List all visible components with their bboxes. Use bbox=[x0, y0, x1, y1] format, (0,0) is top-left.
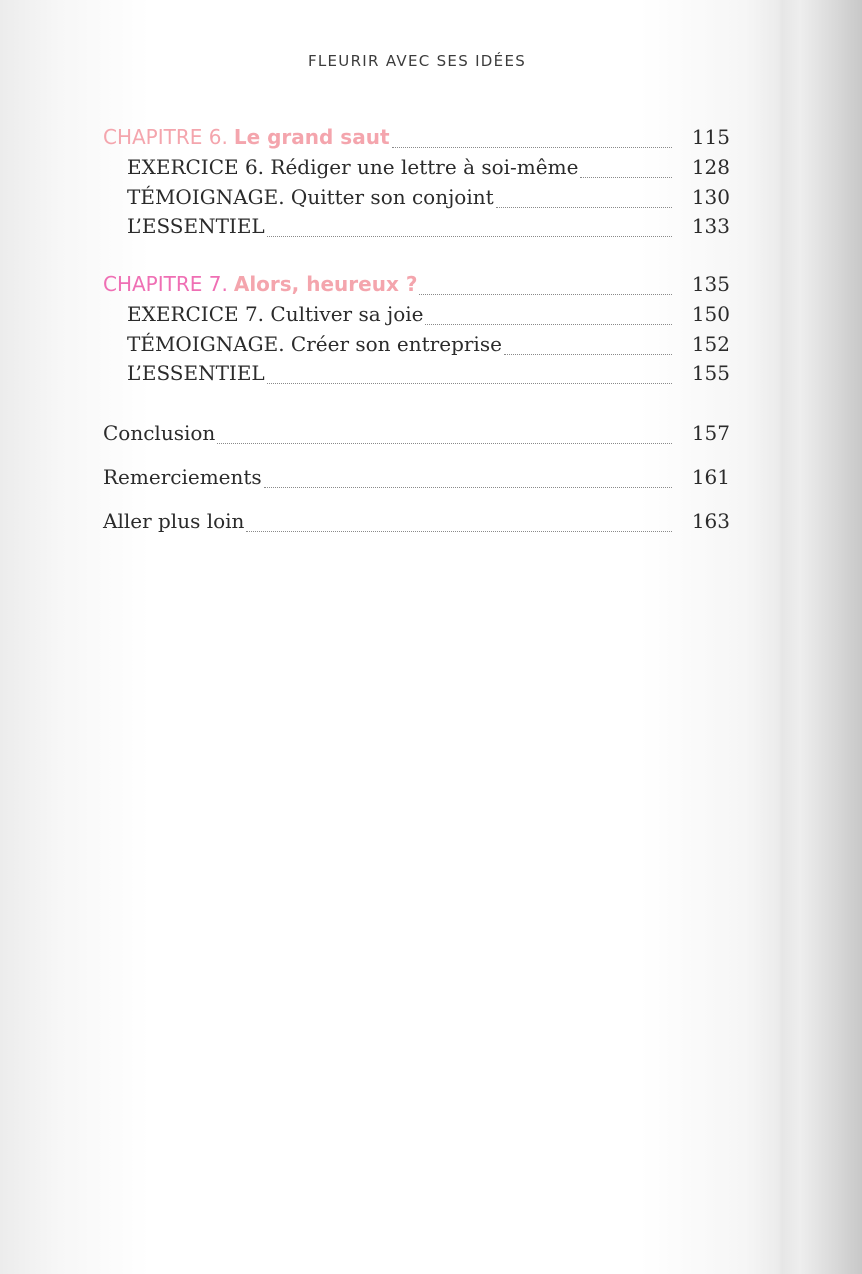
chapter-7-title: Alors, heureux ? bbox=[233, 272, 418, 296]
running-head: FLEURIR AVEC SES IDÉES bbox=[307, 52, 527, 70]
toc-entry-title: L’ESSENTIEL bbox=[127, 361, 265, 385]
toc-conclusion bbox=[103, 421, 730, 451]
dot-leader bbox=[496, 205, 672, 208]
chapter-6-label: CHAPITRE 6. bbox=[103, 125, 228, 149]
dot-leader bbox=[504, 352, 672, 355]
page-number: 150 bbox=[691, 302, 730, 326]
toc-entry-title: TÉMOIGNAGE. Créer son entreprise bbox=[127, 332, 502, 356]
dot-leader bbox=[425, 322, 671, 325]
toc-entry-title: EXERCICE 6. Rédiger une lettre à soi-même bbox=[127, 155, 579, 179]
toc-aller-plus-loin bbox=[103, 509, 730, 539]
dot-leader bbox=[267, 381, 672, 384]
dot-leader bbox=[419, 292, 671, 295]
page-number: 130 bbox=[691, 185, 730, 209]
dot-leader bbox=[267, 234, 672, 237]
toc-entry bbox=[127, 185, 730, 215]
toc-entry bbox=[127, 302, 730, 332]
dot-leader bbox=[246, 529, 671, 532]
dot-leader bbox=[392, 145, 672, 148]
page-number: 163 bbox=[691, 509, 730, 533]
page-number: 155 bbox=[691, 361, 730, 385]
toc-entry bbox=[127, 214, 730, 244]
dot-leader bbox=[264, 485, 672, 488]
toc-entry-title: TÉMOIGNAGE. Quitter son conjoint bbox=[127, 185, 494, 209]
dot-leader bbox=[217, 441, 672, 444]
toc-chapter-6 bbox=[103, 125, 730, 155]
page-number: 128 bbox=[691, 155, 730, 179]
toc-entry bbox=[127, 155, 730, 185]
page-number: 157 bbox=[691, 421, 730, 445]
toc-entry-title: Remerciements bbox=[103, 465, 262, 489]
chapter-6-title: Le grand saut bbox=[233, 125, 390, 149]
toc-entry bbox=[127, 361, 730, 391]
page-number: 152 bbox=[691, 332, 730, 356]
page-number: 135 bbox=[691, 272, 730, 296]
chapter-7-label: CHAPITRE 7. bbox=[103, 272, 228, 296]
toc-entry-title: Aller plus loin bbox=[103, 509, 245, 533]
toc-remerciements bbox=[103, 465, 730, 495]
page-number: 115 bbox=[691, 125, 730, 149]
page-number: 133 bbox=[691, 214, 730, 238]
page-number: 161 bbox=[691, 465, 730, 489]
dot-leader bbox=[580, 175, 671, 178]
toc-entry-title: Conclusion bbox=[103, 421, 216, 445]
toc-entry-title: L’ESSENTIEL bbox=[127, 214, 265, 238]
toc-entry bbox=[127, 332, 730, 362]
toc-chapter-7 bbox=[103, 272, 730, 302]
toc-entry-title: EXERCICE 7. Cultiver sa joie bbox=[127, 302, 424, 326]
